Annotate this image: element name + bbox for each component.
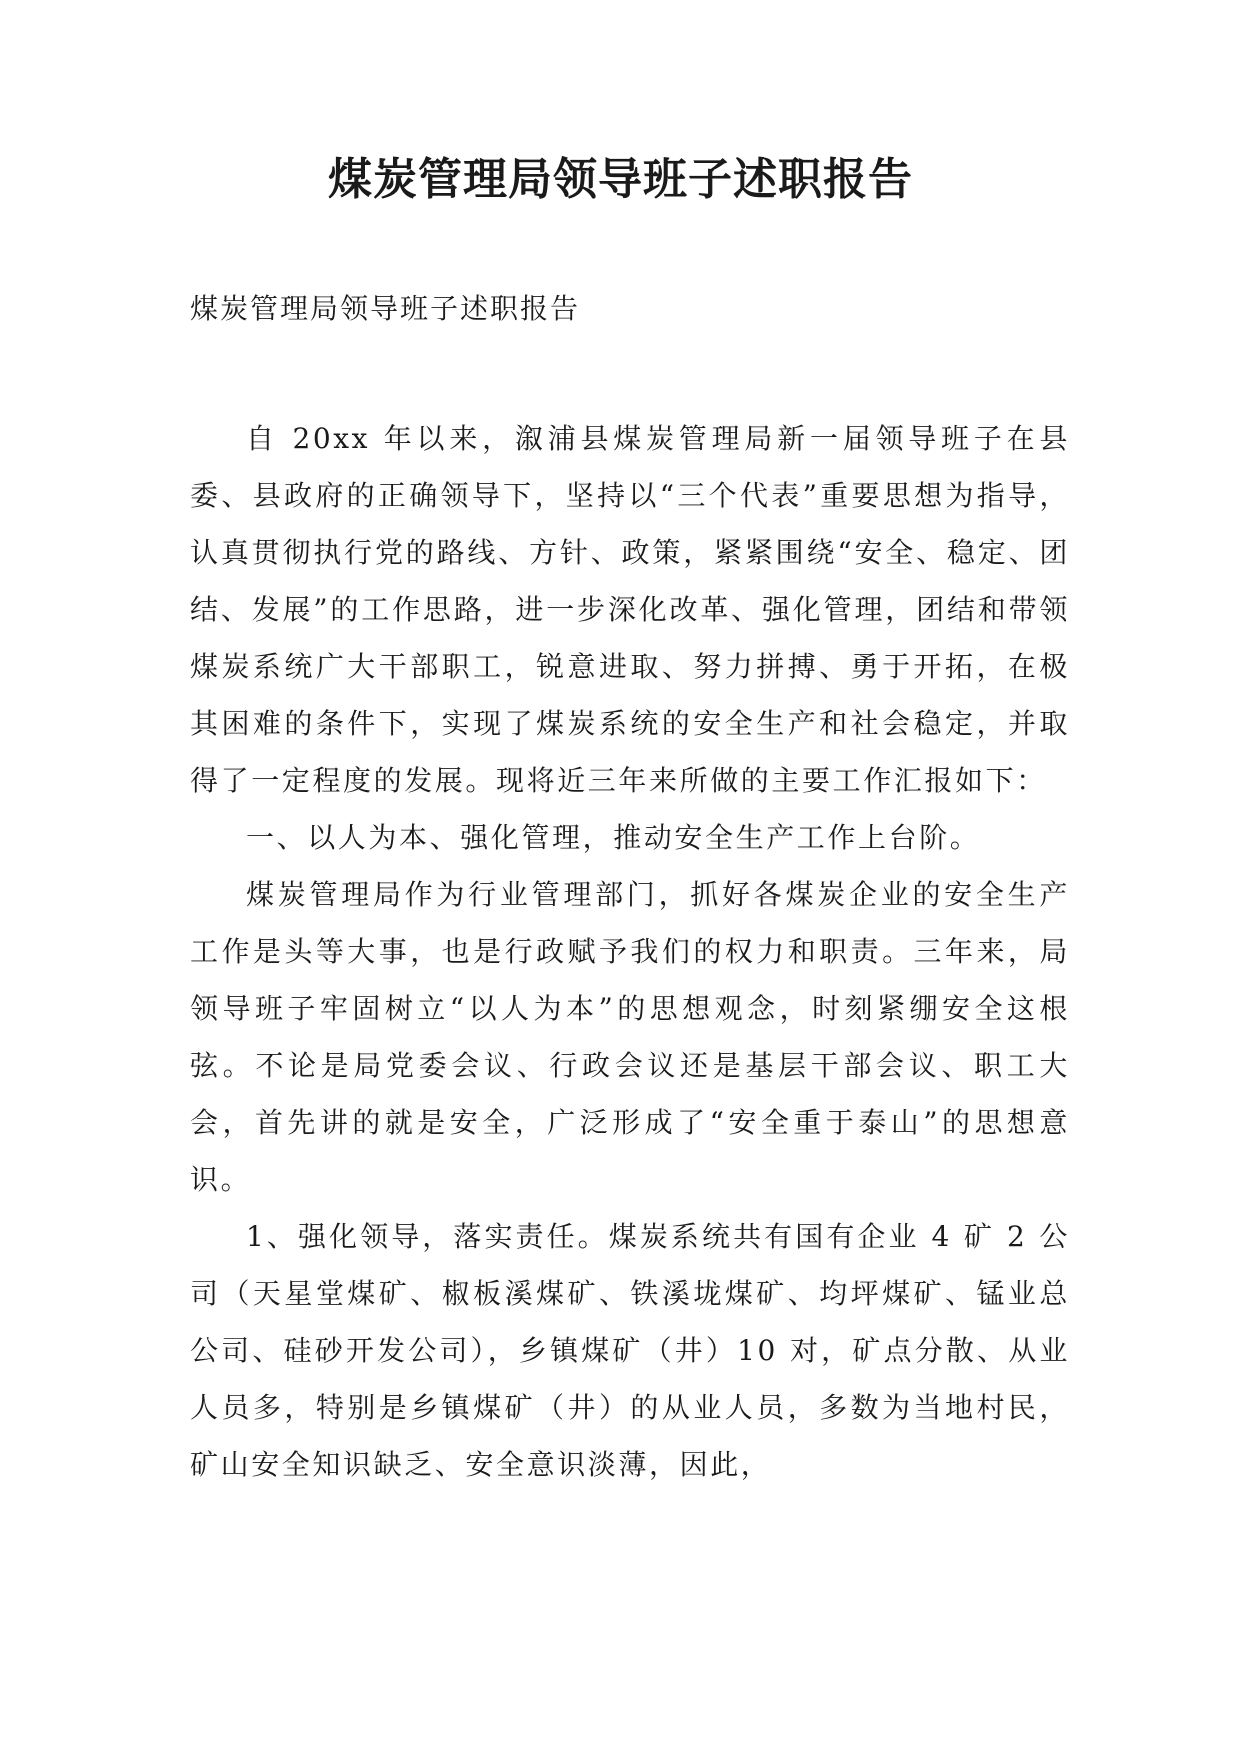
document-body: [190, 410, 1070, 1493]
document-title: 煤炭管理局领导班子述职报告: [328, 154, 913, 205]
paragraph-safety: 煤炭管理局作为行业管理部门，抓好各煤炭企业的安全生产工作是头等大事，也是行政赋予我们的权力和职责。三年来，局领导班子牢固树立“以人为本”的思想观念，时刻紧绷安全这根弦。不论是局党委会议、行政会议还是基层干部会议、职工大会，首先讲的就是安全，广泛形成了“安全重于泰山”的思想意识。: [190, 878, 1070, 1196]
section-heading-1: 一、以人为本、强化管理，推动安全生产工作上台阶。: [246, 821, 981, 854]
paragraph-intro: 自 20xx 年以来，溆浦县煤炭管理局新一届领导班子在县委、县政府的正确领导下，坚持以“三个代表”重要思想为指导，认真贯彻执行党的路线、方针、政策，紧紧围绕“安全、稳定、团结、发展”的工作思路，进一步深化改革、强化管理，团结和带领煤炭系统广大干部职工，锐意进取、努力拼搏、勇于开拓，在极其困难的条件下，实现了煤炭系统的安全生产和社会稳定，并取得了一定程度的发展。现将近三年来所做的主要工作汇报如下：: [190, 422, 1070, 797]
paragraph-leadership: 1、强化领导，落实责任。煤炭系统共有国有企业 4 矿 2 公司（天星堂煤矿、椒板溪煤矿、铁溪垅煤矿、均坪煤矿、锰业总公司、硅砂开发公司），乡镇煤矿（井）10 对，矿点分散、从业人员多，特别是乡镇煤矿（井）的从业人员，多数为当地村民，矿山安全知识缺乏、安全意识淡薄，因此，: [190, 1220, 1070, 1481]
document-subtitle: 煤炭管理局领导班子述职报告: [190, 292, 581, 325]
